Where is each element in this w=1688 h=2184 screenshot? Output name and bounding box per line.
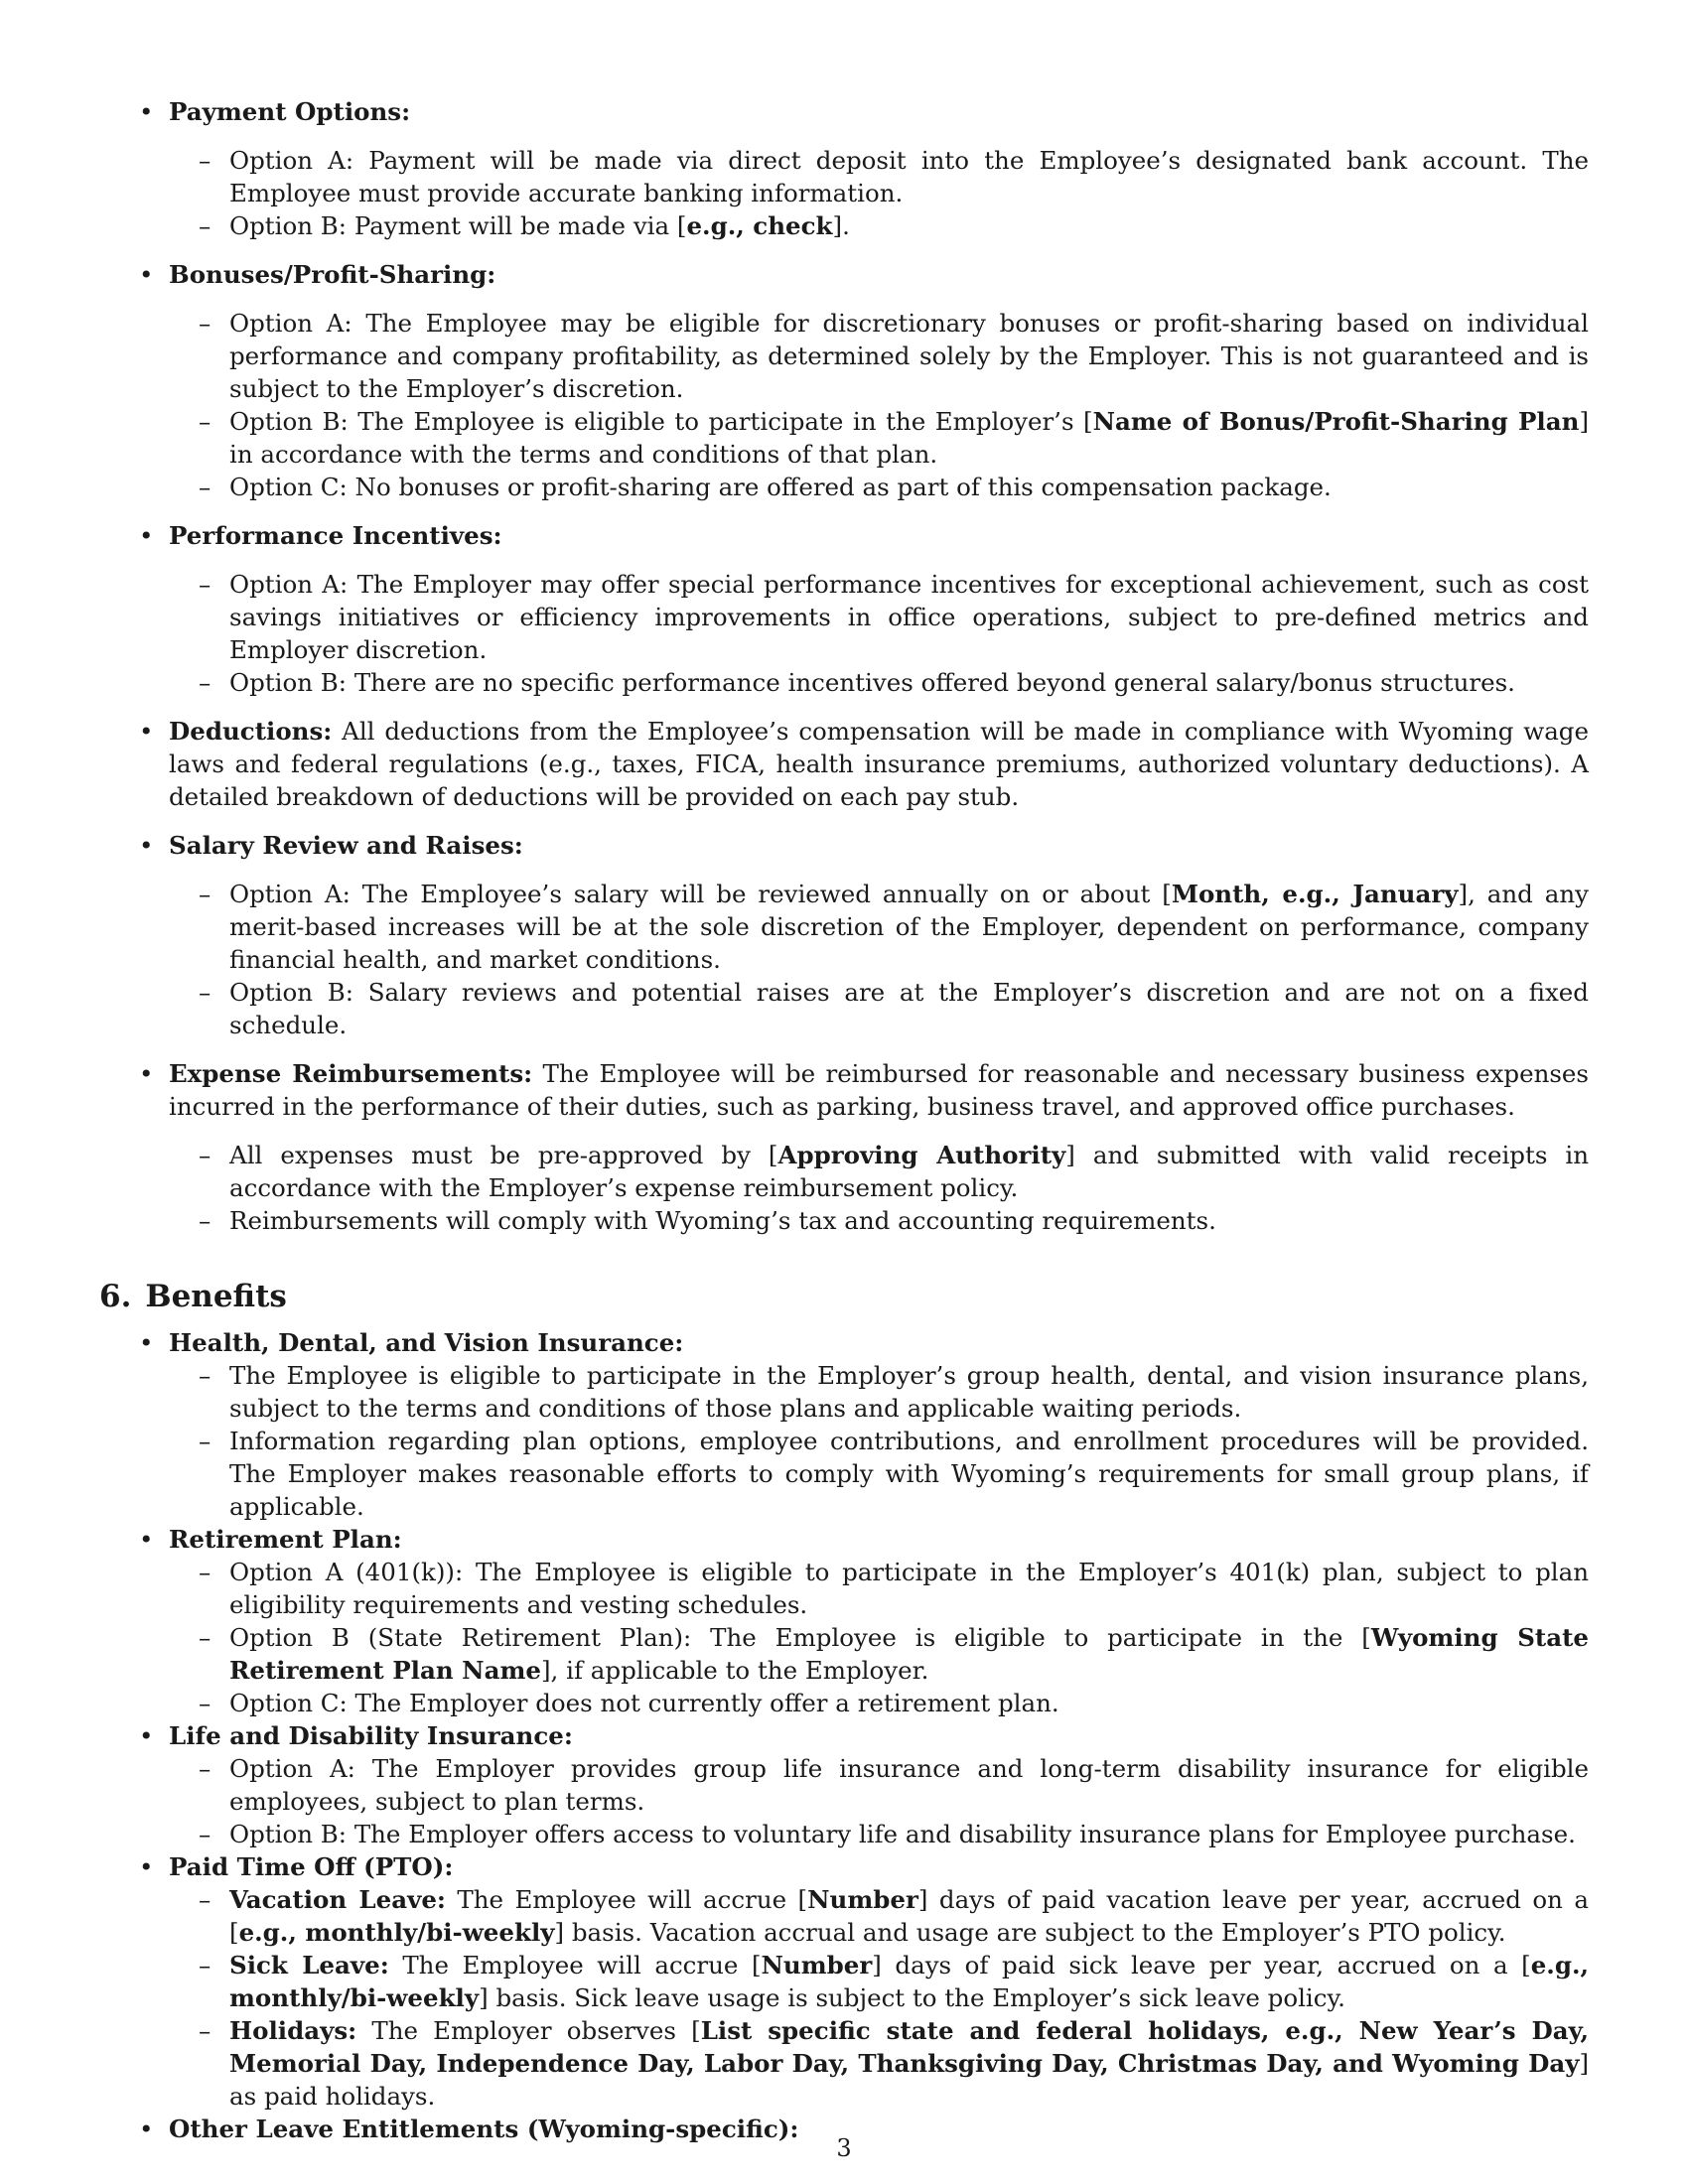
item-title: Health, Dental, and Vision Insurance: bbox=[169, 1328, 684, 1357]
sub-item: – Option C: No bonuses or profit-sharing are offered as part of this compensation package. bbox=[229, 471, 1589, 503]
sub-item: – Option B: Salary reviews and potential raises are at the Employer’s discretion and are not on a fixed schedule. bbox=[229, 976, 1589, 1041]
item-title: Other Leave Entitlements (Wyoming-specific): bbox=[169, 2115, 799, 2143]
sub-item-holidays: – Holidays: The Employer observes [List specific state and federal holidays, e.g., New Year’s Day, Memorial Day, Independence Day, Labor Day, Thanksgiving Day, Christmas Day, and Wyoming Day] as paid holidays. bbox=[229, 2014, 1589, 2113]
sub-list bbox=[169, 1752, 1589, 1850]
sub-item: – Option B: The Employer offers access to voluntary life and disability insurance plans for Employee purchase. bbox=[229, 1818, 1589, 1850]
list-item-bonuses bbox=[139, 258, 1589, 503]
sub-item: – The Employee is eligible to participate in the Employer’s group health, dental, and vision insurance plans, subject to the terms and conditions of those plans and applicable waiting periods. bbox=[229, 1359, 1589, 1425]
page-number: 3 bbox=[836, 2134, 852, 2162]
item-text: All deductions from the Employee’s compensation will be made in compliance with Wyoming wage laws and federal regulations (e.g., taxes, FICA, health insurance premiums, authorized voluntary deductions). A detailed breakdown of deductions will be provided on each pay stub. bbox=[169, 717, 1589, 811]
sub-item: – Option B: The Employee is eligible to participate in the Employer’s [Name of Bonus/Profit-Sharing Plan] in accordance with the terms and conditions of that plan. bbox=[229, 405, 1589, 471]
sub-list bbox=[169, 1883, 1589, 2113]
compensation-list bbox=[139, 95, 1589, 1237]
sub-item: – Option A: The Employer provides group life insurance and long-term disability insurance for eligible employees, subject to plan terms. bbox=[229, 1752, 1589, 1818]
section-heading-benefits: 6. Benefits bbox=[99, 1279, 287, 1314]
item-title: Expense Reimbursements: bbox=[169, 1059, 533, 1088]
item-title: Paid Time Off (PTO): bbox=[169, 1852, 454, 1881]
item-title: Payment Options: bbox=[169, 97, 411, 126]
sub-item: – Option C: The Employer does not currently offer a retirement plan. bbox=[229, 1687, 1589, 1719]
sub-item: – Option A: Payment will be made via direct deposit into the Employee’s designated bank account. The Employee must provide accurate banking information. bbox=[229, 144, 1589, 209]
sub-list bbox=[169, 1556, 1589, 1719]
sub-item: – Reimbursements will comply with Wyoming’s tax and accounting requirements. bbox=[229, 1204, 1589, 1237]
list-item-health-insurance bbox=[139, 1326, 1589, 1523]
page-content bbox=[99, 95, 1590, 2145]
sub-list bbox=[169, 568, 1589, 699]
sub-item-vacation: – Vacation Leave: The Employee will accrue [Number] days of paid vacation leave per year, accrued on a [e.g., monthly/bi-weekly] basis. Vacation accrual and usage are subject to the Employer’s PTO policy. bbox=[229, 1883, 1589, 1949]
list-item-pto bbox=[139, 1850, 1589, 2113]
sub-item: – Option B: Payment will be made via [e.g., check]. bbox=[229, 209, 1589, 242]
sub-list bbox=[169, 144, 1589, 242]
list-item-deductions bbox=[139, 715, 1589, 813]
sub-list bbox=[169, 878, 1589, 1041]
list-item-payment-options bbox=[139, 95, 1589, 242]
sub-item: – Option A: The Employee’s salary will be reviewed annually on or about [Month, e.g., January], and any merit-based increases will be at the sole discretion of the Employer, dependent on performance, company financial health, and market conditions. bbox=[229, 878, 1589, 976]
sub-list bbox=[169, 1359, 1589, 1523]
item-title: Salary Review and Raises: bbox=[169, 831, 523, 860]
item-title: Performance Incentives: bbox=[169, 521, 502, 550]
list-item-salary-review bbox=[139, 829, 1589, 1041]
item-title: Deductions: bbox=[169, 717, 333, 746]
sub-item: – Option A (401(k)): The Employee is eligible to participate in the Employer’s 401(k) plan, subject to plan eligibility requirements and vesting schedules. bbox=[229, 1556, 1589, 1621]
sub-item: – Information regarding plan options, employee contributions, and enrollment procedures will be provided. The Employer makes reasonable efforts to comply with Wyoming’s requirements for small group plans, if applicable. bbox=[229, 1425, 1589, 1523]
item-title: Retirement Plan: bbox=[169, 1525, 402, 1554]
benefits-list bbox=[139, 1326, 1589, 2145]
item-title: Bonuses/Profit-Sharing: bbox=[169, 260, 496, 289]
sub-item: – Option B: There are no specific performance incentives offered beyond general salary/bonus structures. bbox=[229, 666, 1589, 699]
sub-item-sick: – Sick Leave: The Employee will accrue [Number] days of paid sick leave per year, accrued on a [e.g., monthly/bi-weekly] basis. Sick leave usage is subject to the Employer’s sick leave policy. bbox=[229, 1949, 1589, 2014]
list-item-expense-reimbursements bbox=[139, 1057, 1589, 1237]
sub-item: – All expenses must be pre-approved by [Approving Authority] and submitted with valid receipts in accordance with the Employer’s expense reimbursement policy. bbox=[229, 1139, 1589, 1204]
sub-item: – Option B (State Retirement Plan): The Employee is eligible to participate in the [Wyoming State Retirement Plan Name], if applicable to the Employer. bbox=[229, 1621, 1589, 1687]
item-text: The Employee will be reimbursed for reasonable and necessary business expenses incurred in the performance of their duties, such as parking, business travel, and approved office purchases. bbox=[169, 1059, 1589, 1121]
list-item-retirement-plan bbox=[139, 1523, 1589, 1719]
list-item-performance-incentives bbox=[139, 519, 1589, 699]
sub-list bbox=[169, 307, 1589, 503]
list-item-life-disability bbox=[139, 1719, 1589, 1850]
sub-item: – Option A: The Employee may be eligible for discretionary bonuses or profit-sharing based on individual performance and company profitability, as determined solely by the Employer. This is not guaranteed and is subject to the Employer’s discretion. bbox=[229, 307, 1589, 405]
sub-item: – Option A: The Employer may offer special performance incentives for exceptional achievement, such as cost savings initiatives or efficiency improvements in office operations, subject to pre-defined metrics and Employer discretion. bbox=[229, 568, 1589, 666]
sub-list bbox=[169, 1139, 1589, 1237]
item-title: Life and Disability Insurance: bbox=[169, 1721, 573, 1750]
